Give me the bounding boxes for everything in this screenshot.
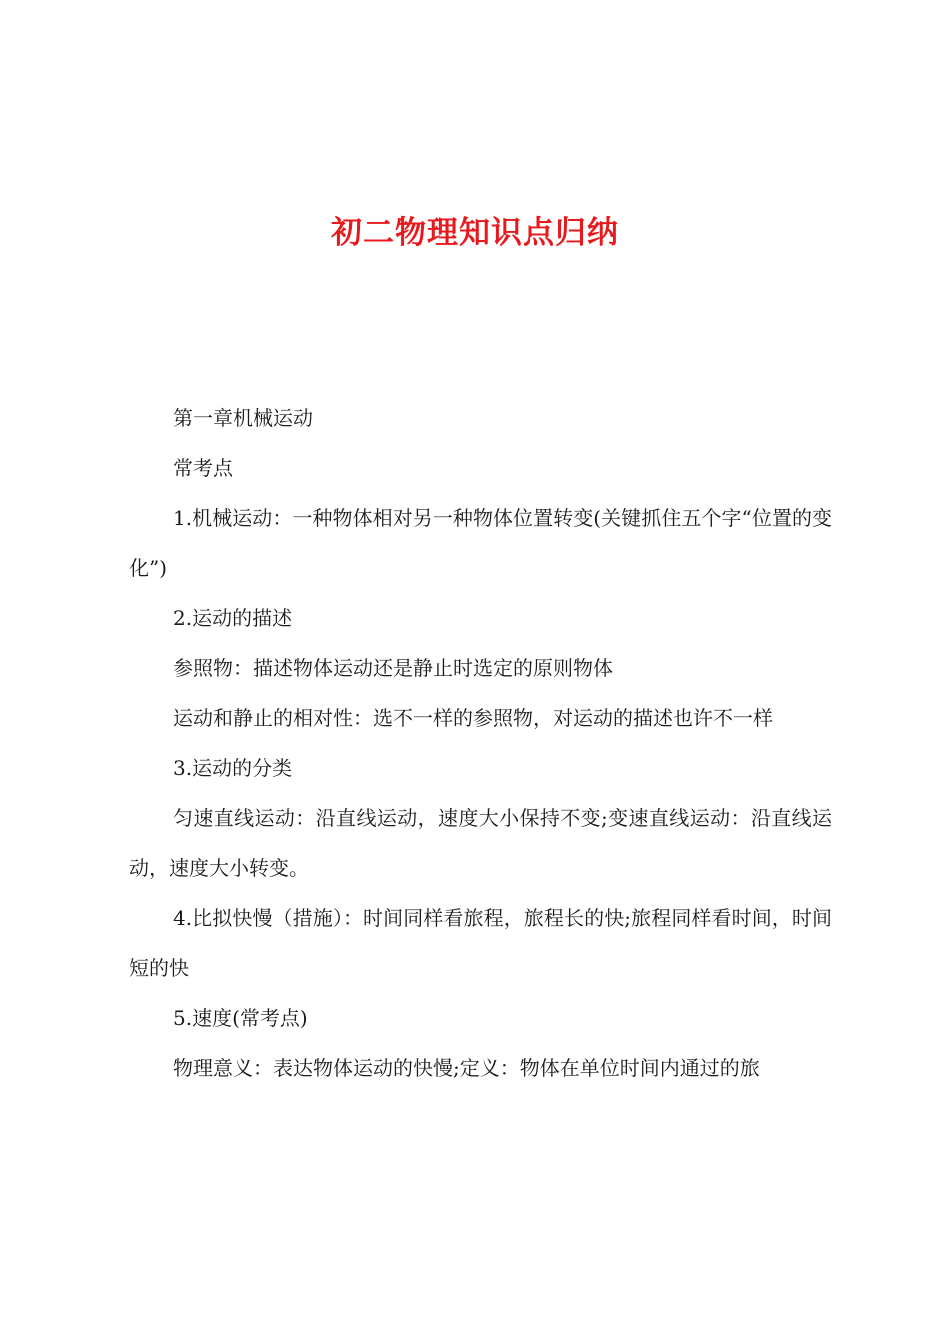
chapter-heading: 第一章机械运动 xyxy=(173,406,313,430)
paragraph: 2.运动的描述 xyxy=(173,606,293,630)
paragraph: 参照物：描述物体运动还是静止时选定的原则物体 xyxy=(173,656,613,680)
section-label: 常考点 xyxy=(173,456,233,480)
paragraph: 运动和静止的相对性：选不一样的参照物，对运动的描述也许不一样 xyxy=(173,706,773,730)
document-title: 初二物理知识点归纳 xyxy=(331,215,619,251)
paragraph: 匀速直线运动：沿直线运动，速度大小保持不变;变速直线运动：沿直线运动，速度大小转变。 xyxy=(129,806,832,880)
paragraph: 物理意义：表达物体运动的快慢;定义：物体在单位时间内通过的旅 xyxy=(173,1056,760,1080)
paragraph: 3.运动的分类 xyxy=(173,756,293,780)
paragraph: 1.机械运动：一种物体相对另一种物体位置转变(关键抓住五个字“位置的变化”) xyxy=(129,506,832,580)
paragraph: 5.速度(常考点) xyxy=(173,1006,308,1030)
document-body xyxy=(129,393,832,1093)
paragraph: 4.比拟快慢（措施）：时间同样看旅程，旅程长的快;旅程同样看时间，时间短的快 xyxy=(129,906,832,980)
